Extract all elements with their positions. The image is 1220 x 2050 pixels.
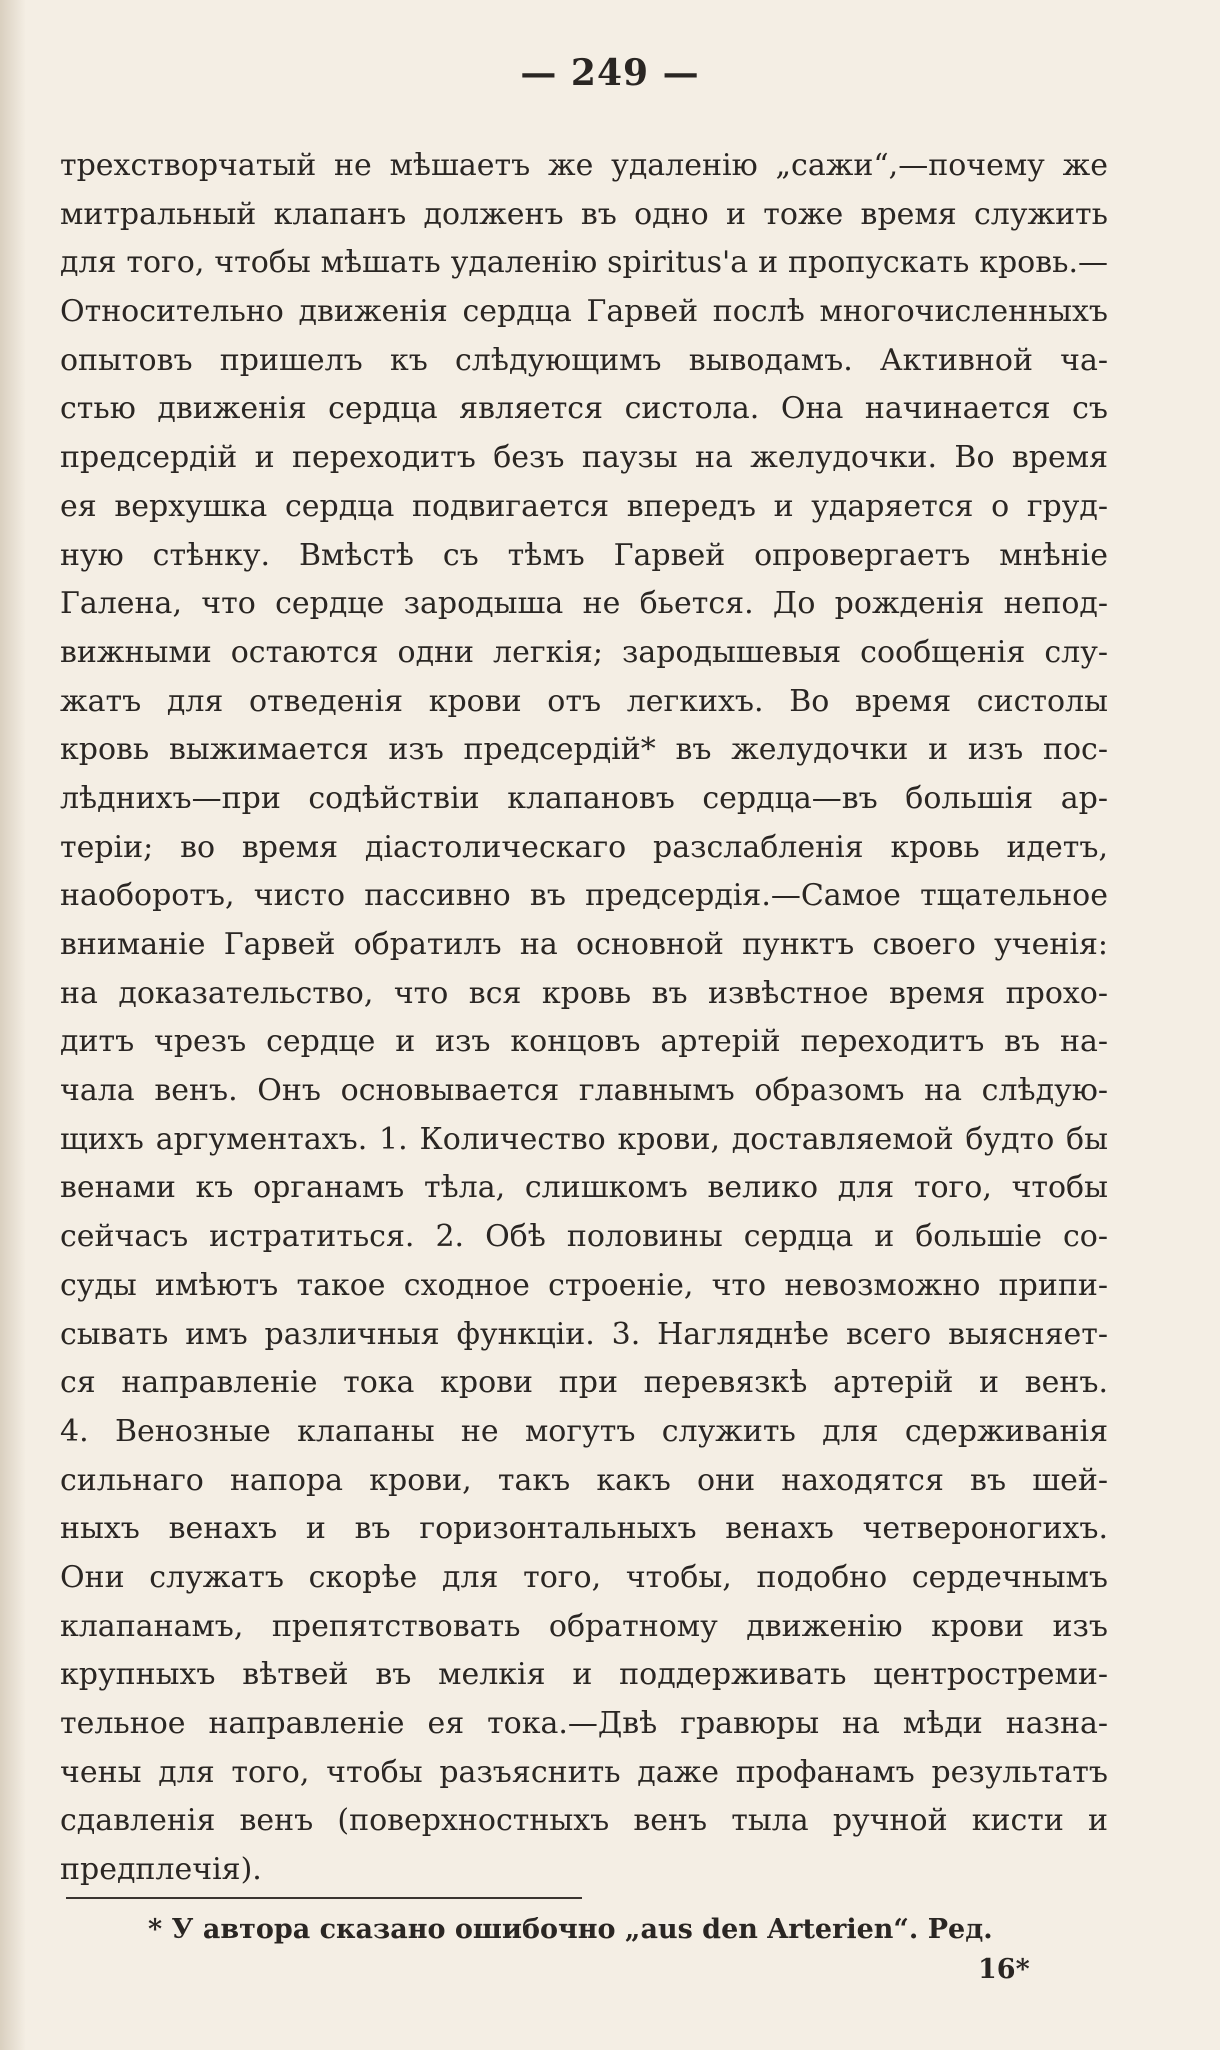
text-line: Галена, что сердце зародыша не бьется. До рожденія непод- — [60, 586, 1108, 622]
text-line: крупныхъ вѣтвей въ мелкія и поддерживать центростреми- — [60, 1657, 1108, 1693]
text-line: опытовъ пришелъ къ слѣдующимъ выводамъ. Активной ча- — [60, 342, 1108, 378]
signature-mark: 16* — [978, 1954, 1030, 1985]
text-line: лѣднихъ—при содѣйствіи клапановъ сердца—въ большія ар- — [60, 780, 1108, 816]
text-line: тельное направленіе ея тока.—Двѣ гравюры на мѣди назна- — [60, 1706, 1108, 1741]
text-line: сывать имъ различныя функціи. 3. Нагляднѣе всего выясняет- — [60, 1316, 1108, 1352]
text-line: митральный клапанъ долженъ въ одно и тоже время служить — [60, 196, 1108, 232]
text-line: суды имѣютъ такое сходное строеніе, что невозможно припи- — [60, 1267, 1108, 1303]
text-line: сейчасъ истратиться. 2. Обѣ половины сердца и большіе со- — [60, 1219, 1108, 1255]
body-text — [60, 142, 1108, 1895]
text-line: сдавленія венъ (поверхностныхъ венъ тыла ручной кисти и — [60, 1803, 1108, 1839]
text-line: чала венъ. Онъ основывается главнымъ образомъ на слѣдую- — [60, 1073, 1108, 1109]
text-line: стью движенія сердца является систола. Она начинается съ — [60, 391, 1108, 427]
text-line: Относительно движенія сердца Гарвей послѣ многочисленныхъ — [60, 294, 1108, 330]
text-line: ся направленіе тока крови при перевязкѣ артерій и венъ. — [60, 1365, 1108, 1401]
text-line: трехстворчатый не мѣшаетъ же удаленію „сажи“,—почему же — [60, 148, 1108, 183]
text-line: теріи; во время діастолическаго разслабленія кровь идетъ, — [60, 829, 1108, 865]
text-line: чены для того, чтобы разъяснить даже профанамъ результатъ — [60, 1754, 1108, 1790]
page-number: — 249 — — [520, 52, 700, 94]
text-line: на доказательство, что вся кровь въ извѣстное время прохо- — [60, 975, 1108, 1011]
text-line: предсердій и переходитъ безъ паузы на желудочки. Во время — [60, 440, 1108, 476]
text-line: наоборотъ, чисто пассивно въ предсердія.—Самое тщательное — [60, 878, 1108, 914]
text-line: сильнаго напора крови, такъ какъ они находятся въ шей- — [60, 1462, 1108, 1498]
text-line: ныхъ венахъ и въ горизонтальныхъ венахъ четвероногихъ. — [60, 1511, 1108, 1547]
text-line: для того, чтобы мѣшать удаленію spiritus'а и пропускать кровь.— — [60, 245, 1108, 281]
text-line: дитъ чрезъ сердце и изъ концовъ артерій переходитъ въ на- — [60, 1024, 1108, 1060]
text-line: вижными остаются одни легкія; зародышевыя сообщенія слу- — [60, 634, 1108, 670]
text-line: венами къ органамъ тѣла, слишкомъ велико для того, чтобы — [60, 1170, 1108, 1206]
text-line: 4. Венозные клапаны не могутъ служить для сдерживанія — [60, 1413, 1108, 1449]
footnote: * У автора сказано ошибочно „aus den Arterien“. Ред. — [148, 1914, 993, 1945]
text-line: кровь выжимается изъ предсердій* въ желудочки и изъ пос- — [60, 732, 1108, 768]
page-edge-shadow — [0, 0, 26, 2050]
text-line: вниманіе Гарвей обратилъ на основной пунктъ своего ученія: — [60, 927, 1108, 962]
text-line: Они служатъ скорѣе для того, чтобы, подобно сердечнымъ — [60, 1559, 1108, 1595]
text-line: жатъ для отведенія крови отъ легкихъ. Во время систолы — [60, 683, 1108, 719]
text-line: ея верхушка сердца подвигается впередъ и ударяется о груд- — [60, 488, 1108, 524]
text-line: клапанамъ, препятствовать обратному движенію крови изъ — [60, 1608, 1108, 1644]
footnote-divider — [66, 1897, 582, 1899]
text-line: щихъ аргументахъ. 1. Количество крови, доставляемой будто бы — [60, 1121, 1108, 1157]
text-line: предплечія). — [60, 1852, 262, 1888]
text-line: ную стѣнку. Вмѣстѣ съ тѣмъ Гарвей опровергаетъ мнѣніе — [60, 537, 1108, 573]
